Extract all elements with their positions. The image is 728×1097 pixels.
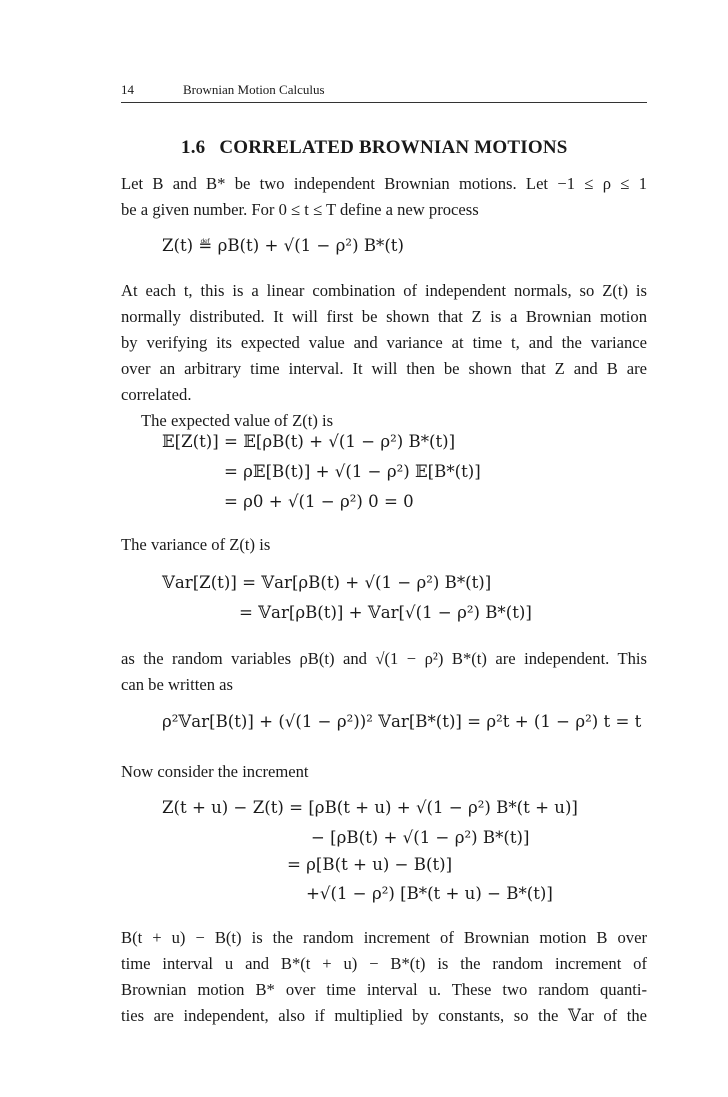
page-number: 14 [121, 82, 134, 97]
equation-increment-line-3: = ρ[B(t + u) − B(t)] [287, 855, 453, 874]
section-title: CORRELATED BROWNIAN MOTIONS [219, 137, 568, 158]
text-line: The expected value of Z(t) is [141, 411, 334, 430]
text-line: The variance of Z(t) is [121, 535, 271, 554]
equation-variance-line-2: = 𝕍ar[ρB(t)] + 𝕍ar[√(1 − ρ²) B*(t)] [239, 603, 532, 622]
text-line: time interval u and B*(t + u) − B*(t) is the random increment of [121, 954, 647, 973]
equation-expected-line-1: 𝔼[Z(t)] = 𝔼[ρB(t) + √(1 − ρ²) B*(t)] [162, 432, 456, 451]
section-number: 1.6 [181, 137, 206, 158]
equation-increment-line-1: Z(t + u) − Z(t) = [ρB(t + u) + √(1 − ρ²) B*(t + u)] [162, 798, 578, 817]
paragraph-normality [121, 278, 647, 408]
section-heading [181, 137, 568, 159]
running-title: Brownian Motion Calculus [183, 82, 325, 97]
equation-expected-line-2: = ρ𝔼[B(t)] + √(1 − ρ²) 𝔼[B*(t)] [224, 462, 481, 481]
text-line: be a given number. For 0 ≤ t ≤ T define a new process [121, 200, 479, 219]
equation-variance-expanded: ρ²𝕍ar[B(t)] + (√(1 − ρ²))² 𝕍ar[B*(t)] = ρ²t + (1 − ρ²) t = t [162, 712, 642, 731]
text-line: ties are independent, also if multiplied by constants, so the 𝕍ar of the [121, 1006, 647, 1025]
text-line: Brownian motion B* over time interval u. These two random quanti- [121, 980, 647, 999]
text-line: correlated. [121, 385, 192, 404]
equation-increment-line-2: − [ρB(t) + √(1 − ρ²) B*(t)] [311, 828, 530, 847]
paragraph-variance [121, 532, 647, 558]
text-line: B(t + u) − B(t) is the random increment of Brownian motion B over [121, 928, 647, 947]
paragraph-intro [121, 171, 647, 223]
equation-variance-line-1: 𝕍ar[Z(t)] = 𝕍ar[ρB(t) + √(1 − ρ²) B*(t)] [162, 573, 492, 592]
paragraph-expected [121, 408, 647, 434]
text-line: as the random variables ρB(t) and √(1 − ρ²) B*(t) are independent. This [121, 649, 647, 668]
paragraph-random-increment [121, 925, 647, 1029]
text-line: over an arbitrary time interval. It will then be shown that Z and B are [121, 359, 647, 378]
header-rule [121, 102, 647, 103]
paragraph-independent [121, 646, 647, 698]
equation-expected-line-3: = ρ0 + √(1 − ρ²) 0 = 0 [224, 492, 414, 511]
paragraph-increment [121, 759, 647, 785]
text-line: Now consider the increment [121, 762, 309, 781]
text-line: normally distributed. It will first be shown that Z is a Brownian motion [121, 307, 647, 326]
text-line: At each t, this is a linear combination of independent normals, so Z(t) is [121, 281, 647, 300]
text-line: by verifying its expected value and variance at time t, and the variance [121, 333, 647, 352]
text-line: Let B and B* be two independent Brownian motions. Let −1 ≤ ρ ≤ 1 [121, 174, 647, 193]
equation-increment-line-4: +√(1 − ρ²) [B*(t + u) − B*(t)] [306, 884, 553, 903]
text-line: can be written as [121, 675, 233, 694]
equation-definition: Z(t) ≝ ρB(t) + √(1 − ρ²) B*(t) [162, 236, 404, 255]
